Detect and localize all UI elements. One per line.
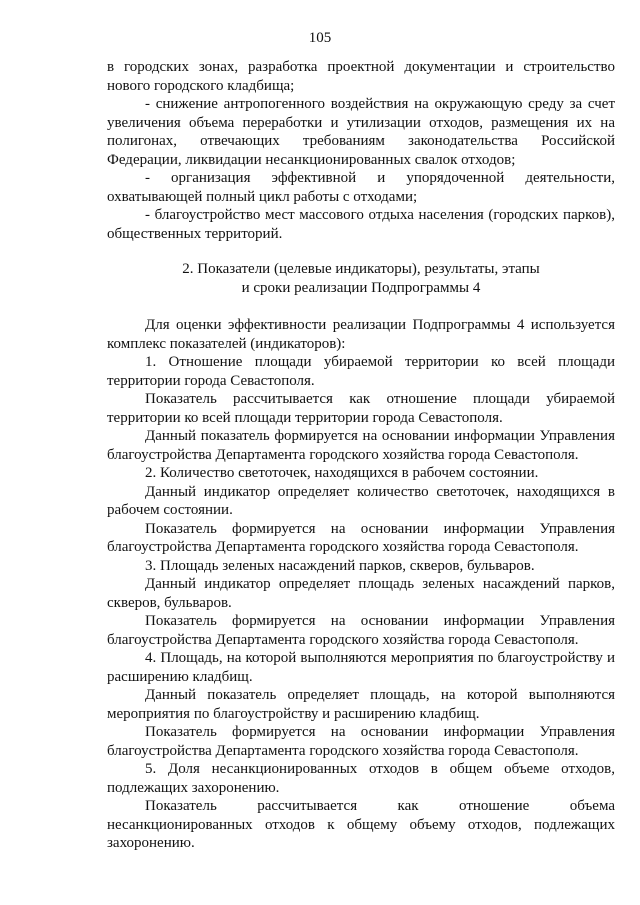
paragraph: Для оценки эффективности реализации Подпрограммы 4 используется комплекс показателей (индикаторов): — [107, 317, 615, 352]
paragraph: Показатель формируется на основании информации Управления благоустройства Департамента городского хозяйства города Севастополя. — [107, 724, 615, 759]
indicator-item: 1. Отношение площади убираемой территории ко всей площади территории города Севастополя. — [107, 354, 615, 389]
section-heading-line-2: и сроки реализации Подпрограммы 4 — [241, 279, 481, 296]
indicator-item: 2. Количество светоточек, находящихся в рабочем состоянии. — [145, 465, 539, 481]
paragraph: Данный индикатор определяет количество светоточек, находящихся в рабочем состоянии. — [107, 483, 615, 518]
paragraph: Показатель рассчитывается как отношение площади убираемой территории ко всей площади территории города Севастополя. — [107, 391, 615, 426]
paragraph: Показатель рассчитывается как отношение объема несанкционированных отходов к общему объему отходов, подлежащих захоронению. — [107, 798, 615, 851]
paragraph: в городских зонах, разработка проектной документации и строительство нового городского кладбища; — [107, 59, 615, 94]
paragraph: Показатель формируется на основании информации Управления благоустройства Департамента городского хозяйства города Севастополя. — [107, 520, 615, 555]
paragraph: Данный показатель определяет площадь, на которой выполняются мероприятия по благоустройству и расширению кладбищ. — [107, 687, 615, 722]
page-number: 105 — [308, 30, 332, 46]
paragraph: Показатель формируется на основании информации Управления благоустройства Департамента городского хозяйства города Севастополя. — [107, 613, 615, 648]
indicator-item: 5. Доля несанкционированных отходов в общем объеме отходов, подлежащих захоронению. — [107, 761, 615, 796]
indicator-item: 4. Площадь, на которой выполняются мероприятия по благоустройству и расширению кладбищ. — [107, 650, 615, 685]
paragraph: Данный показатель формируется на основании информации Управления благоустройства Департамента городского хозяйства города Севастополя. — [107, 428, 615, 463]
indicator-item: 3. Площадь зеленых насаждений парков, скверов, бульваров. — [145, 557, 535, 574]
document-body — [107, 58, 615, 853]
list-item: - организация эффективной и упорядоченной деятельности, охватывающей полный цикл работы с отходами; — [107, 170, 615, 205]
list-item: - благоустройство мест массового отдыха населения (городских парков), общественных территорий. — [107, 207, 615, 242]
section-heading-line-1: 2. Показатели (целевые индикаторы), результаты, этапы — [182, 261, 540, 277]
paragraph: Данный индикатор определяет площадь зеленых насаждений парков, скверов, бульваров. — [107, 576, 615, 611]
section-heading — [107, 260, 615, 297]
list-item: - снижение антропогенного воздействия на окружающую среду за счет увеличения объема переработки и утилизации отходов, размещения их на полигонах, отвечающих требованиям законодательства Российской Федерации, ликвидации несанкционированных свалок отходов; — [107, 96, 615, 168]
